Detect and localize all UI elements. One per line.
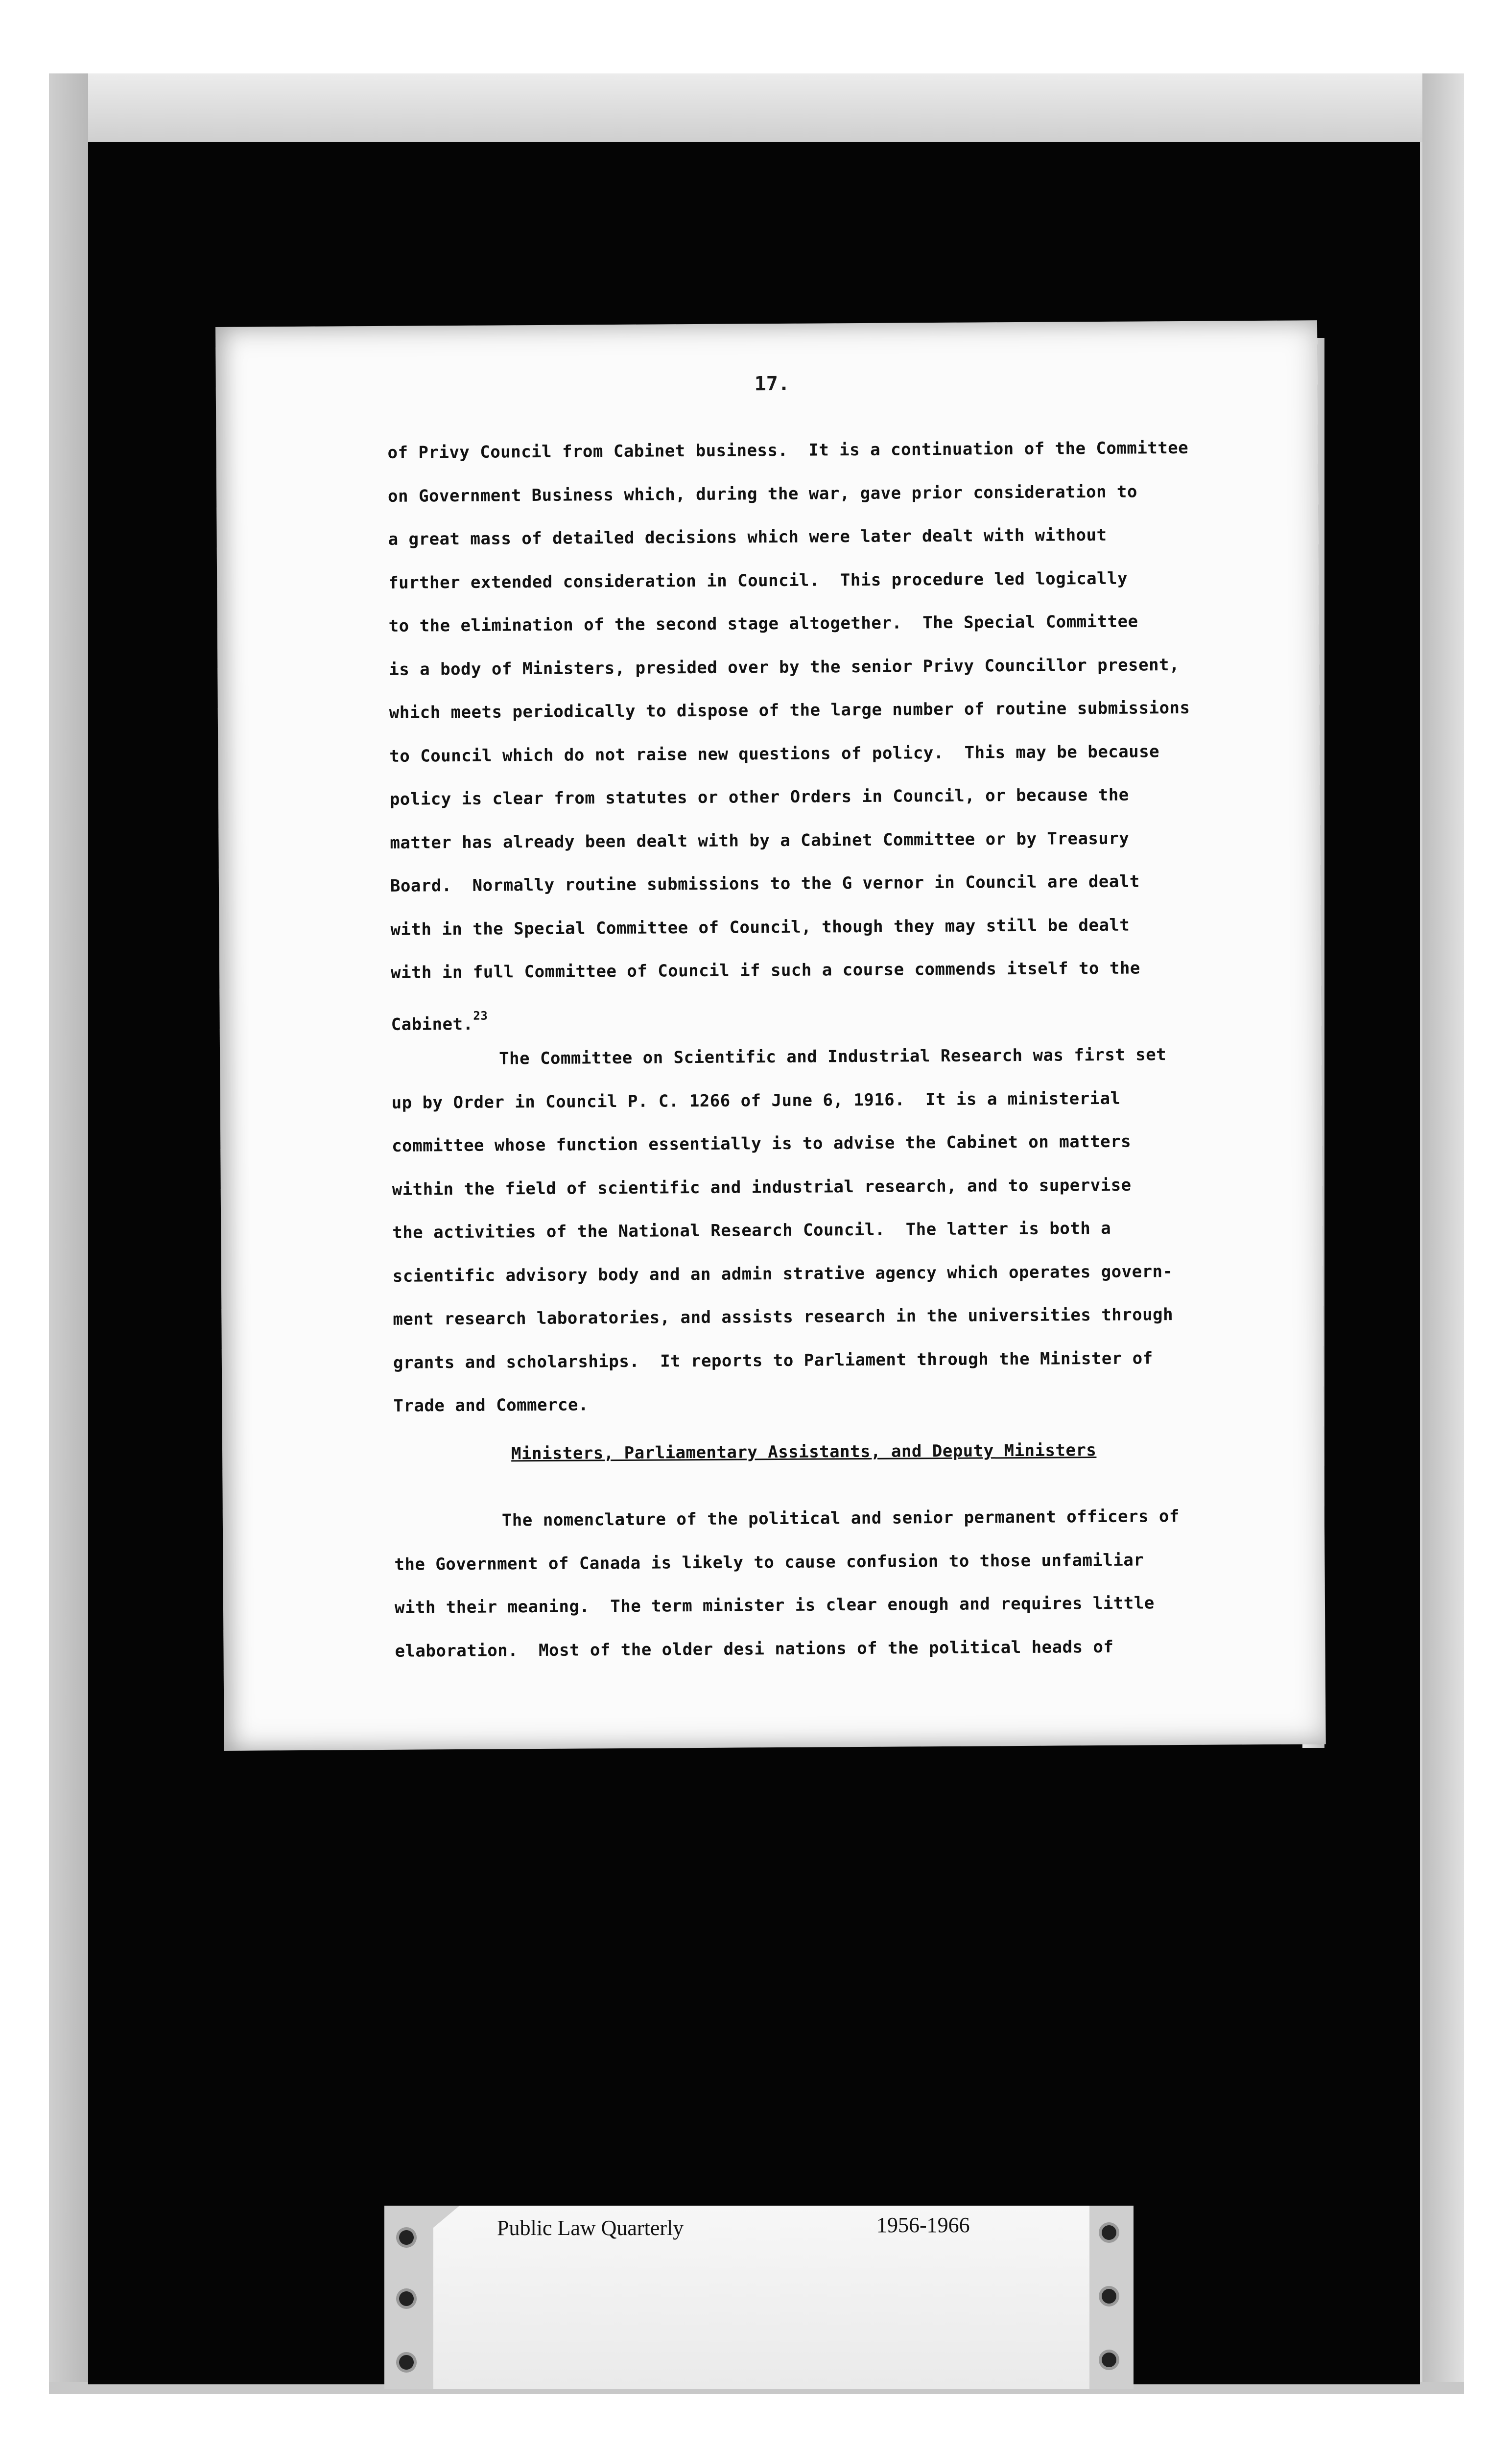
punch-hole-icon — [1102, 2289, 1116, 2304]
text-line: with in full Committee of Council if such a course commends itself to the — [390, 958, 1140, 983]
film-top-strip — [49, 73, 1464, 142]
text-line: to the elimination of the second stage altogether. The Special Committee — [388, 612, 1138, 636]
page-number: 17. — [754, 372, 790, 396]
text-line: scientific advisory body and an admin strative agency which operates govern- — [392, 1261, 1173, 1286]
text-line: is a body of Ministers, presided over by the senior Privy Councillor present, — [389, 655, 1180, 680]
punch-hole-icon — [399, 2230, 414, 2245]
text-line: up by Order in Council P. C. 1266 of June 6, 1916. It is a ministerial — [391, 1088, 1121, 1113]
text-line: The nomenclature of the political and senior permanent officers of — [501, 1506, 1180, 1530]
text-line: with in the Special Committee of Council, though they may still be dealt — [390, 915, 1130, 940]
text-line: ment research laboratories, and assists research in the universities through — [393, 1305, 1174, 1329]
text-line: Board. Normally routine submissions to the G vernor in Council are dealt — [390, 871, 1140, 896]
text-line: the Government of Canada is likely to cause confusion to those unfamiliar — [394, 1550, 1144, 1575]
text-line: Trade and Commerce. — [393, 1395, 589, 1416]
document-page — [215, 320, 1326, 1751]
text-line: grants and scholarships. It reports to Parliament through the Minister of — [393, 1348, 1153, 1373]
punch-hole-icon — [399, 2355, 414, 2370]
cabinet-line — [391, 989, 1263, 1037]
body-text-top — [387, 426, 1265, 1428]
archive-label-card — [384, 2206, 1134, 2389]
text-line: the activities of the National Research Council. The latter is both a — [392, 1218, 1111, 1243]
text-line: which meets periodically to dispose of the large number of routine submissions — [389, 698, 1190, 723]
archive-label-years: 1956-1966 — [876, 2213, 970, 2237]
text-line: a great mass of detailed decisions which were later dealt with without — [388, 525, 1107, 549]
text-line: on Government Business which, during the war, gave prior consideration to — [387, 482, 1138, 506]
text-line: The Committee on Scientific and Industrial Research was first set — [499, 1045, 1167, 1069]
punch-hole-icon — [1102, 2225, 1116, 2240]
text-line: elaboration. Most of the older desi nations of the political heads of — [395, 1637, 1114, 1661]
footnote-reference: 23 — [473, 1009, 488, 1023]
film-right-edge — [1422, 73, 1464, 2394]
punch-hole-icon — [1102, 2353, 1116, 2367]
body-text-bottom — [394, 1494, 1267, 1673]
text-line: of Privy Council from Cabinet business. It is a continuation of the Committee — [387, 438, 1189, 463]
text-line: within the field of scientific and industrial research, and to supervise — [392, 1175, 1132, 1200]
film-left-edge — [49, 73, 88, 2394]
text-line: policy is clear from statutes or other Orders in Council, or because the — [389, 785, 1129, 809]
section-heading: Ministers, Parliamentary Assistants, and Deputy Ministers — [511, 1440, 1097, 1464]
text-line: to Council which do not raise new questions of policy. This may be because — [389, 741, 1160, 766]
archive-label-title: Public Law Quarterly — [497, 2216, 684, 2240]
text-line: with their meaning. The term minister is clear enough and requires little — [394, 1593, 1155, 1618]
text-line: committee whose function essentially is to advise the Cabinet on matters — [392, 1131, 1132, 1156]
punch-hole-icon — [399, 2291, 414, 2306]
cabinet-text: Cabinet. — [391, 1014, 473, 1035]
text-line: further extended consideration in Council. This procedure led logically — [388, 568, 1128, 593]
text-line: matter has already been dealt with by a Cabinet Committee or by Treasury — [390, 828, 1130, 853]
